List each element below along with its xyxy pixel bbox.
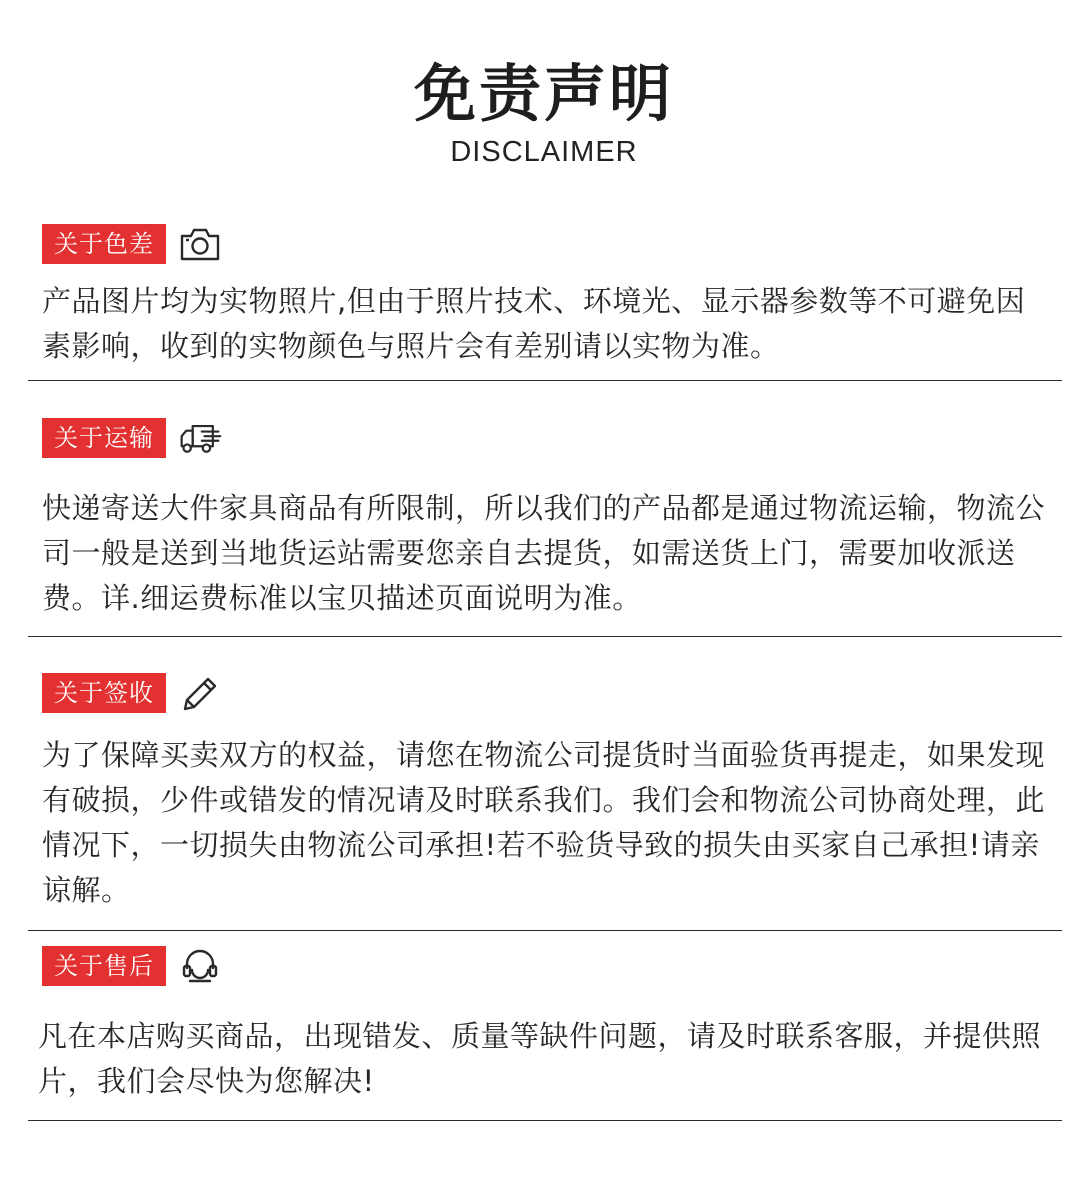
page-title: 免责声明 — [413, 57, 674, 130]
section-text: 产品图片均为实物照片,但由于照片技术、环境光、显示器参数等不可避免因素影响，收到的实物颜色与照片会有差别请以实物为准。 — [42, 284, 1026, 363]
section-tag: 关于运输 — [42, 418, 166, 458]
camera-icon — [178, 224, 222, 264]
divider — [28, 1120, 1062, 1121]
disclaimer-header — [0, 58, 1088, 170]
section-tag: 关于签收 — [42, 673, 166, 713]
section-heading — [42, 224, 222, 264]
divider — [28, 380, 1062, 381]
section-text: 凡在本店购买商品，出现错发、质量等缺件问题，请及时联系客服，并提供照片，我们会尽快为您解决! — [38, 1019, 1042, 1098]
pencil-icon — [178, 673, 222, 713]
section-heading — [42, 946, 222, 986]
section-tag: 关于色差 — [42, 224, 166, 264]
section-text: 快递寄送大件家具商品有所限制，所以我们的产品都是通过物流运输，物流公司一般是送到当地货运站需要您亲自去提货，如需送货上门，需要加收派送费。详.细运费标准以宝贝描述页面说明为准。 — [42, 491, 1046, 615]
page-subtitle: DISCLAIMER — [450, 136, 638, 168]
divider — [28, 636, 1062, 637]
section-text: 为了保障买卖双方的权益，请您在物流公司提货时当面验货再提走，如果发现有破损，少件或错发的情况请及时联系我们。我们会和物流公司协商处理，此情况下，一切损失由物流公司承担!若不验货导致的损失由买家自己承担!请亲谅解。 — [42, 738, 1046, 907]
divider — [28, 930, 1062, 931]
headset-icon — [178, 946, 222, 986]
section-tag: 关于售后 — [42, 946, 166, 986]
truck-icon — [178, 418, 222, 458]
section-heading — [42, 418, 222, 458]
section-heading — [42, 673, 222, 713]
